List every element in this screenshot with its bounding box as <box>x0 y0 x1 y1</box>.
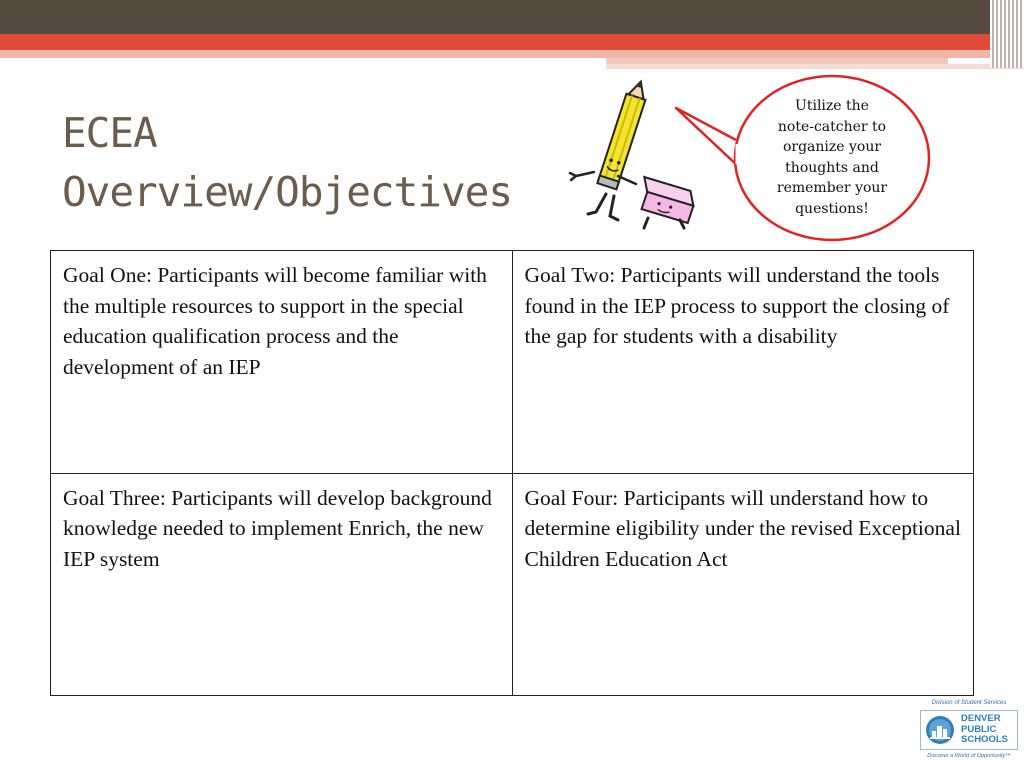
table-row <box>51 473 974 696</box>
logo-word: DENVER <box>961 713 1001 724</box>
logo-division-text: Division of Student Services <box>931 700 1007 706</box>
callout-line: note-catcher to <box>777 118 887 135</box>
goal-three-cell: Goal Three: Participants will develop background knowledge needed to implement Enrich, the new IEP system <box>51 473 513 696</box>
goal-one-cell: Goal One: Participants will become familiar with the multiple resources to support in the special education qualification process and the development of an IEP <box>51 251 513 474</box>
header-band-pink-light <box>606 64 1024 69</box>
header-band-pink <box>0 50 1024 58</box>
speech-bubble-text <box>742 96 922 219</box>
callout-line: Utilize the <box>795 98 869 114</box>
callout-line: questions! <box>795 200 869 217</box>
denver-skyline-icon <box>924 714 956 746</box>
slide-title-line-2: Overview/Objectives <box>62 168 512 216</box>
logo-word: SCHOOLS <box>961 734 1008 745</box>
callout-line: thoughts and <box>785 159 879 176</box>
header-stripes <box>990 0 1024 68</box>
logo-wordmark <box>961 714 1008 746</box>
goal-four-cell: Goal Four: Participants will understand how to determine eligibility under the revised Exceptional Children Education Act <box>512 473 974 696</box>
callout-line: organize your <box>782 139 882 155</box>
logo-box <box>920 710 1018 750</box>
slide-title <box>62 104 512 222</box>
goal-two-cell: Goal Two: Participants will understand the tools found in the IEP process to support the closing of the gap for students with a disability <box>512 251 974 474</box>
header-band-red <box>0 34 1024 50</box>
logo-word: PUBLIC <box>961 723 997 735</box>
table-row <box>51 251 974 474</box>
logo-tagline: Discover a World of Opportunity™ <box>927 753 1011 759</box>
header-band-dark <box>0 0 1024 34</box>
callout-line: remember your <box>776 180 888 196</box>
goals-table <box>50 250 974 696</box>
dps-logo <box>914 698 1024 768</box>
slide-title-line-1: ECEA <box>62 109 157 157</box>
